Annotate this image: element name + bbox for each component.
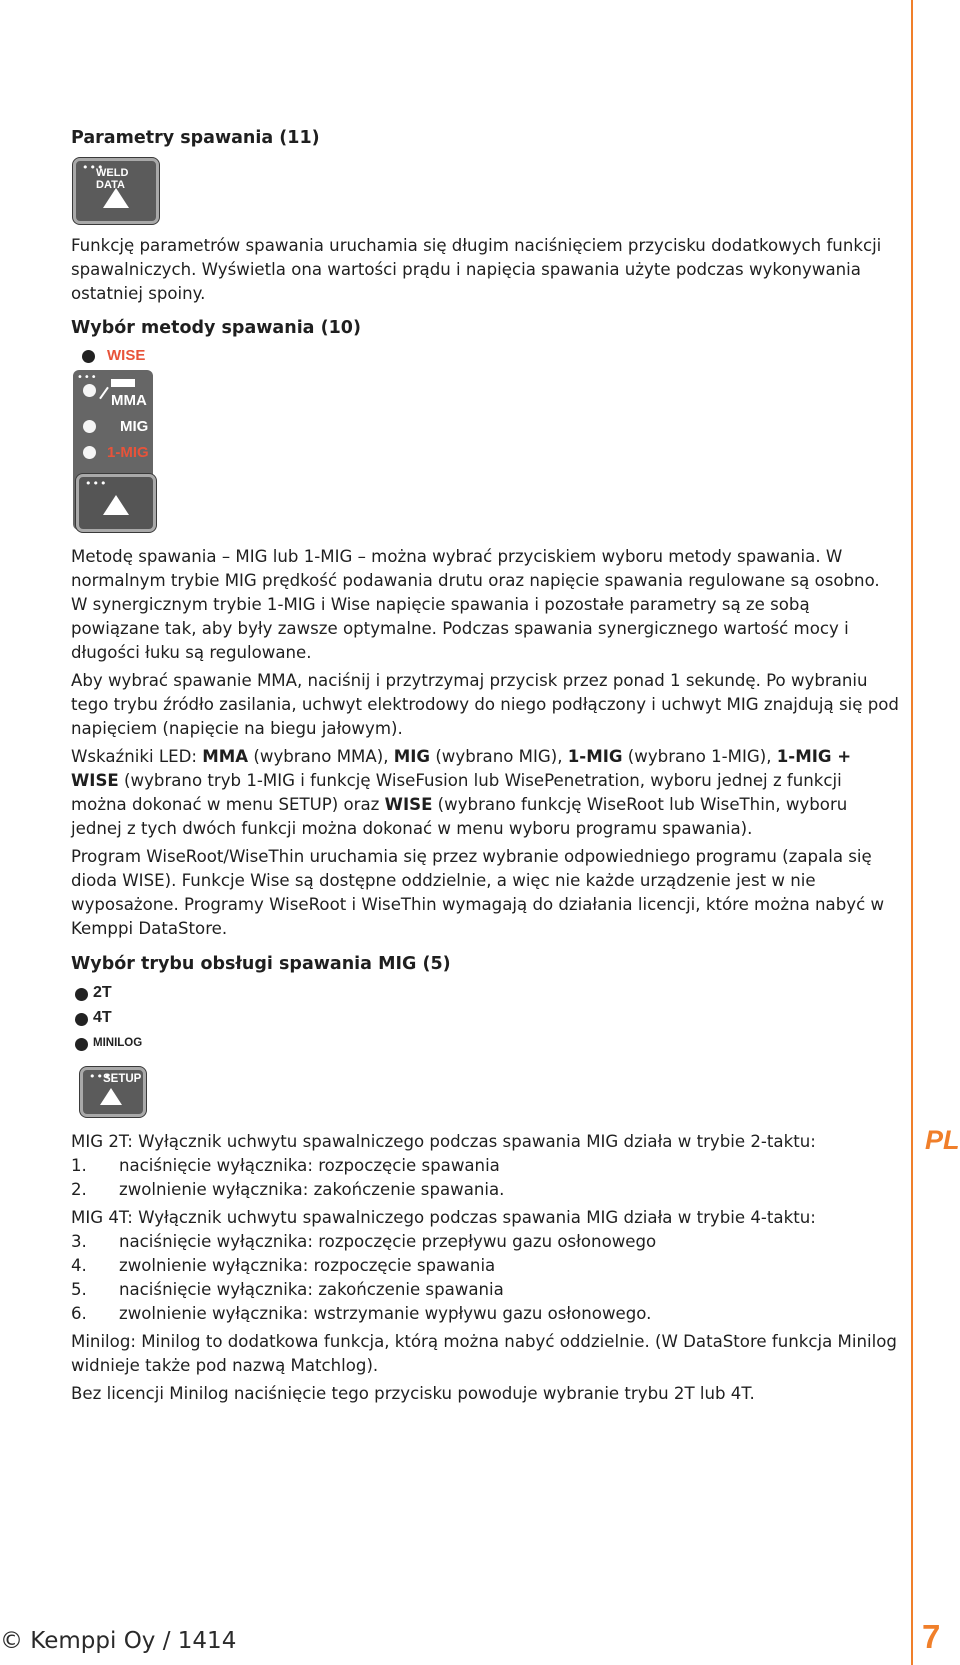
- list-text: naciśnięcie wyłącznika: zakończenie spawania: [119, 1280, 504, 1299]
- list-item: [71, 1302, 901, 1326]
- list-number: 1.: [71, 1156, 87, 1175]
- triangle-up-icon: [103, 495, 129, 515]
- paragraph-method-2: Aby wybrać spawanie MMA, naciśnij i przytrzymaj przycisk przez ponad 1 sekundę. Po wybraniu tego trybu źródło zasilania, uchwyt elektrodowy do niego podłączony i uchwyt MIG znajdują się pod napięciem (napięcie na biegu jałowym).: [71, 671, 899, 738]
- text: (wybrano 1-MIG),: [622, 747, 777, 766]
- list-item: [71, 1278, 901, 1302]
- paragraph-4t: MIG 4T: Wyłącznik uchwytu spawalniczego podczas spawania MIG działa w trybie 4-taktu:: [71, 1208, 816, 1227]
- text: Funkcję parametrów spawania uruchamia się długim naciśnięciem przycisku dodatkowych funkcji spawalniczych. Wyświetla ona wartości prądu i napięcia spawania użyte podczas wykonywania ostatniej spoiny.: [71, 236, 882, 303]
- section-welding-method-text: [71, 545, 901, 941]
- list-item: [71, 1154, 901, 1178]
- page-number: 7: [922, 1618, 941, 1655]
- triangle-up-icon: [100, 1088, 122, 1105]
- paragraph-wise-programs: Program WiseRoot/WiseThin uruchamia się przez wybranie odpowiedniego programu (zapala się dioda WISE). Funkcje Wise są dostępne oddzielnie, a więc nie każde urządzenie jest w nie wyposażone. Programy WiseRoot i WiseThin wymagają do działania licencji, które można nabyć w Kemppi DataStore.: [71, 847, 885, 938]
- bold-1mig-wise: 1-MIG + WISE: [71, 747, 852, 790]
- electrode-icon: [111, 379, 135, 387]
- paragraph-minilog: Minilog: Minilog to dodatkowa funkcja, którą można nabyć oddzielnie. (W DataStore funkcja Minilog widnieje także pod nazwą Matchlog).: [71, 1332, 897, 1375]
- dots-icon: •••: [85, 477, 108, 490]
- led-minilog-label: MINILOG: [93, 1037, 143, 1049]
- led-1mig-indicator: [83, 446, 96, 459]
- paragraph-method-1: Metodę spawania – MIG lub 1-MIG – można wybrać przyciskiem wyboru metody spawania. W normalnym trybie MIG prędkość podawania drutu oraz napięcie spawania regulowane są osobno. W synergicznym trybie 1-MIG i Wise napięcie spawania i pozostałe parametry są ze sobą powiązane tak, aby były zawsze optymalne. Podczas spawania synergicznego wartość mocy i długości łuku są regulowane.: [71, 547, 880, 662]
- list-number: 2.: [71, 1180, 87, 1199]
- bold-wise: WISE: [384, 795, 433, 814]
- paragraph-led-indicators: [71, 745, 901, 841]
- heading-welding-method: Wybór metody spawania (10): [71, 318, 361, 338]
- led-mig-label: MIG: [120, 418, 149, 435]
- dots-icon: •••: [77, 372, 98, 383]
- slash-icon: [99, 387, 109, 400]
- list-text: zwolnienie wyłącznika: wstrzymanie wypływu gazu osłonowego.: [119, 1304, 652, 1323]
- heading-mig-mode: Wybór trybu obsługi spawania MIG (5): [71, 954, 451, 974]
- list-item: [71, 1230, 901, 1254]
- triangle-up-icon: [103, 188, 129, 208]
- led-mig-indicator: [83, 420, 96, 433]
- heading-weld-data: Parametry spawania (11): [71, 128, 320, 148]
- bold-mig: MIG: [393, 747, 431, 766]
- led-mma-indicator: [83, 384, 96, 397]
- section-mig-mode-text: [71, 1130, 901, 1406]
- weld-data-label: WELD DATA: [96, 167, 129, 191]
- paragraph-2t: MIG 2T: Wyłącznik uchwytu spawalniczego podczas spawania MIG działa w trybie 2-taktu:: [71, 1132, 816, 1151]
- list-number: 4.: [71, 1256, 87, 1275]
- led-1mig-label: 1-MIG: [107, 444, 149, 461]
- list-item: [71, 1178, 901, 1202]
- footer-copyright: © Kemppi Oy / 1414: [0, 1628, 237, 1654]
- led-wise-label: WISE: [107, 347, 146, 364]
- text: Wskaźniki LED:: [71, 747, 203, 766]
- text: (wybrano funkcję WiseRoot lub WiseThin, wyboru jednej z tych dwóch funkcji można dokonać w menu wyboru programu spawania).: [71, 795, 848, 838]
- led-minilog-indicator: [75, 1038, 88, 1051]
- language-tab: PL: [925, 1125, 960, 1155]
- list-number: 5.: [71, 1280, 87, 1299]
- text: (wybrano MMA),: [248, 747, 394, 766]
- led-2t-label: 2T: [93, 984, 112, 1001]
- led-mma-label: MMA: [111, 392, 147, 409]
- paragraph-license: Bez licencji Minilog naciśnięcie tego przycisku powoduje wybranie trybu 2T lub 4T.: [71, 1384, 755, 1403]
- method-select-button[interactable]: [76, 474, 156, 532]
- list-text: naciśnięcie wyłącznika: rozpoczęcie spawania: [119, 1156, 500, 1175]
- list-text: zwolnienie wyłącznika: rozpoczęcie spawania: [119, 1256, 496, 1275]
- setup-label: SETUP: [103, 1073, 142, 1085]
- dots-icon: •••: [82, 161, 105, 174]
- led-2t-indicator: [75, 988, 88, 1001]
- list-number: 3.: [71, 1232, 87, 1251]
- weld-data-button[interactable]: [73, 158, 159, 224]
- margin-rule: [911, 0, 913, 1665]
- text: (wybrano MIG),: [430, 747, 568, 766]
- list-text: naciśnięcie wyłącznika: rozpoczęcie przepływu gazu osłonowego: [119, 1232, 657, 1251]
- led-wise-indicator: [82, 350, 95, 363]
- led-4t-label: 4T: [93, 1009, 112, 1026]
- list-text: zwolnienie wyłącznika: zakończenie spawania.: [119, 1180, 505, 1199]
- list-number: 6.: [71, 1304, 87, 1323]
- led-4t-indicator: [75, 1013, 88, 1026]
- bold-1mig: 1-MIG: [567, 747, 623, 766]
- list-item: [71, 1254, 901, 1278]
- paragraph-weld-data: [71, 234, 901, 306]
- setup-button[interactable]: [80, 1067, 146, 1117]
- dots-icon: •••: [89, 1070, 112, 1083]
- text: (wybrano tryb 1-MIG i funkcję WiseFusion lub WisePenetration, wyboru jednej z funkcji można dokonać w menu SETUP) oraz: [71, 771, 842, 814]
- bold-mma: MMA: [202, 747, 249, 766]
